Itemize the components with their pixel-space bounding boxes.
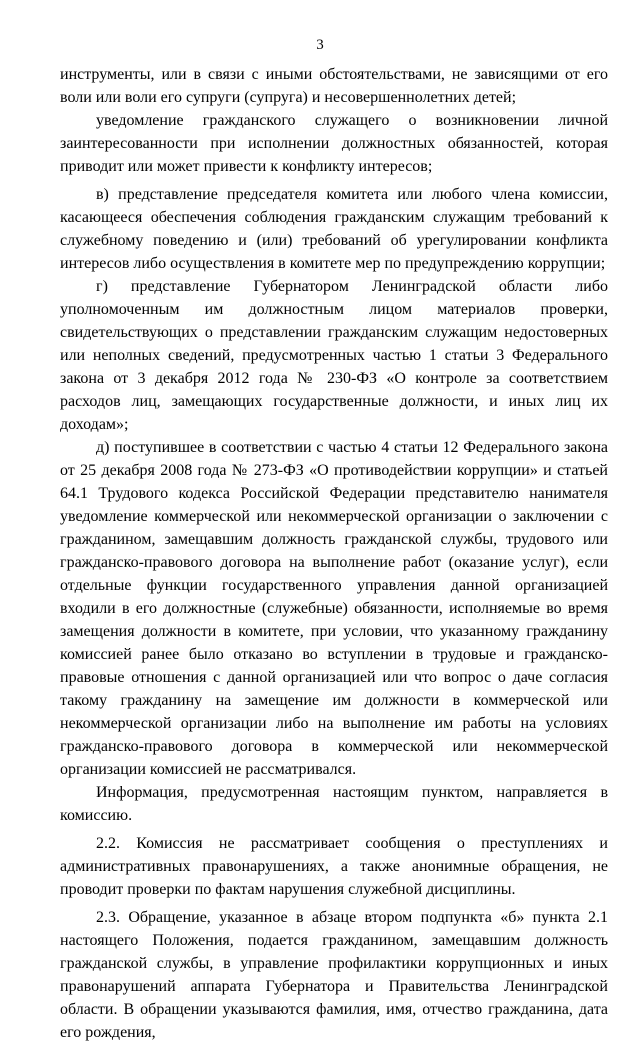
paragraph-information: Информация, предусмотренная настоящим пунктом, направляется в комиссию. [60, 784, 608, 824]
paragraph-item-v: в) представление председателя комитета или любого члена комиссии, касающееся обеспечения соблюдения гражданским служащим требований к служебному поведению и (или) требований об урегулировании конфликта интересов либо осуществления в комитете мер по предупреждению коррупции; [60, 186, 608, 272]
page-number: 3 [316, 37, 324, 53]
paragraph-2-3: 2.3. Обращение, указанное в абзаце втором подпункта «б» пункта 2.1 настоящего Положения, подается гражданином, замещавшим должность гражданской службы, в управление профилактики коррупционных и иных правонарушений аппарата Губернатора и Правительства Ленинградской области. В обращении указываются фамилия, имя, отчество гражданина, дата его рождения, [60, 909, 608, 1041]
paragraph-item-g: г) представление Губернатором Ленинградской области либо уполномоченным им должностным лицом материалов проверки, свидетельствующих о представлении гражданским служащим недостоверных или неполных сведений, предусмотренных частью 1 статьи 3 Федерального закона от 3 декабря 2012 года № 230-ФЗ «О контроле за соответствием расходов лиц, замещающих государственные должности, и иных лиц их доходам»; [60, 278, 608, 433]
document-body [60, 63, 608, 1044]
paragraph-item-d: д) поступившее в соответствии с частью 4 статьи 12 Федерального закона от 25 декабря 2008 года № 273-ФЗ «О противодействии коррупции» и статьей 64.1 Трудового кодекса Российской Федерации представителю нанимателя уведомление коммерческой или некоммерческой организации о заключении с гражданином, замещавшим должность гражданской службы, трудового или гражданско-правового договора на выполнение работ (оказание услуг), если отдельные функции государственного управления данной организацией входили в его должностные (служебные) обязанности, исполняемые во время замещения должности в комитете, при условии, что указанному гражданину комиссией ранее было отказано во вступлении в трудовые и гражданско-правовые отношения с данной организацией или что вопрос о даче согласия такому гражданину на замещение им должности в коммерческой или некоммерческой организации либо на выполнение им работы на условиях гражданско-правового договора в коммерческой или некоммерческой организации комиссией не рассматривался. [60, 439, 608, 778]
paragraph-notice-conflict: уведомление гражданского служащего о возникновении личной заинтересованности при исполнении должностных обязанностей, которая приводит или может привести к конфликту интересов; [60, 112, 608, 175]
paragraph-continuation: инструменты, или в связи с иными обстоятельствами, не зависящими от его воли или воли его супруги (супруга) и несовершеннолетних детей; [60, 66, 608, 106]
paragraph-2-2: 2.2. Комиссия не рассматривает сообщения о преступлениях и административных правонарушениях, а также анонимные обращения, не проводит проверки по фактам нарушения служебной дисциплины. [60, 835, 608, 898]
